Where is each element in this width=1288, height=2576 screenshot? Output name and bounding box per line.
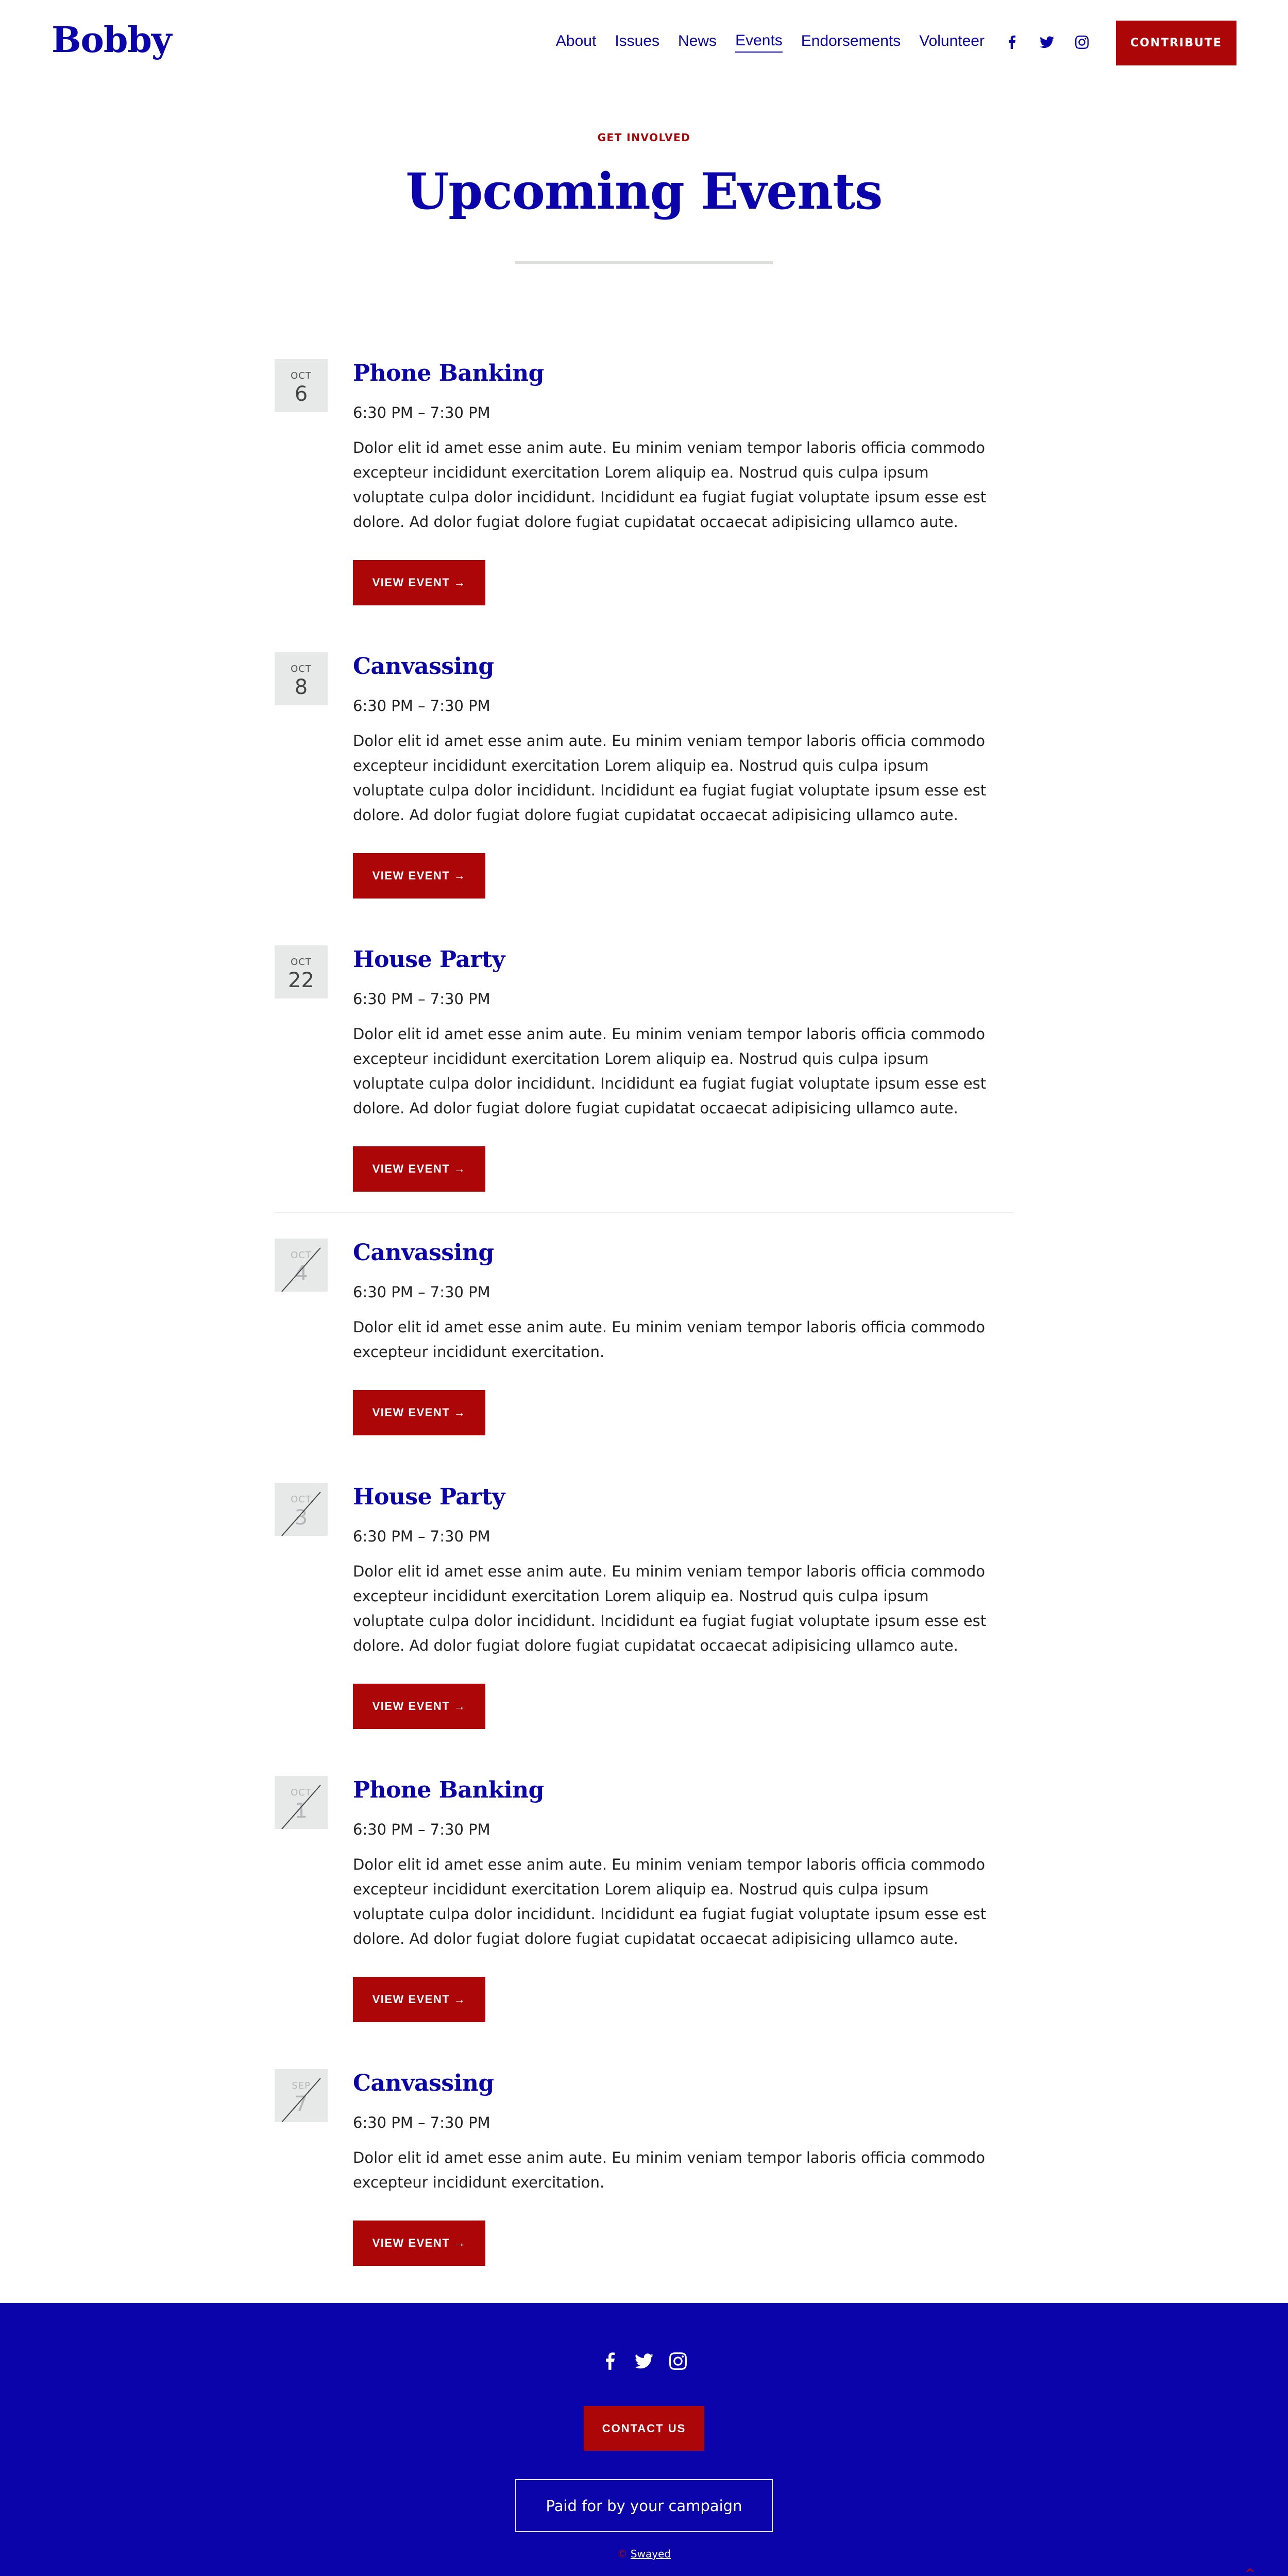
event-description: Dolor elit id amet esse anim aute. Eu minim veniam tempor laboris officia commodo excepteur incididunt exercitation Lorem aliquip ea. Nostrud quis culpa ipsum voluptate culpa dolor incididunt. Incididunt ea fugiat fugiat voluptate ipsum esse est dolore. Ad dolor fugiat dolore fugiat cupidatat occaecat adipisicing ullamco aute. — [353, 1563, 987, 1654]
event-date-badge — [275, 1483, 328, 1536]
event-month: OCT — [291, 1787, 312, 1798]
past-event-slash-icon — [275, 2069, 328, 2122]
view-event-button[interactable]: VIEW EVENT → — [353, 1684, 485, 1729]
event-month: OCT — [291, 370, 312, 381]
back-to-top-link[interactable] — [1233, 2568, 1269, 2576]
event-month: SEP — [292, 2080, 311, 2091]
copyright-symbol: © — [617, 2548, 628, 2560]
past-event-slash-icon — [275, 1239, 328, 1292]
event-description: Dolor elit id amet esse anim aute. Eu minim veniam tempor laboris officia commodo excepteur incididunt exercitation Lorem aliquip ea. Nostrud quis culpa ipsum voluptate culpa dolor incididunt. Incididunt ea fugiat fugiat voluptate ipsum esse est dolore. Ad dolor fugiat dolore fugiat cupidatat occaecat adipisicing ullamco aute. — [353, 1025, 987, 1117]
nav-link-endorsements[interactable]: Endorsements — [801, 32, 901, 49]
paid-for-disclaimer: Paid for by your campaign — [515, 2479, 773, 2532]
nav-link-events[interactable]: Events — [735, 32, 783, 53]
nav-link-volunteer[interactable]: Volunteer — [919, 32, 985, 49]
view-event-button[interactable]: VIEW EVENT → — [353, 1390, 485, 1435]
view-event-button[interactable]: VIEW EVENT → — [353, 2221, 485, 2266]
event-title[interactable]: Phone Banking — [353, 1777, 544, 1803]
event-month: OCT — [291, 1250, 312, 1261]
event-day: 22 — [288, 969, 314, 992]
event-title[interactable]: House Party — [353, 1484, 505, 1510]
event-day: 7 — [294, 2092, 308, 2116]
event-day: 6 — [294, 382, 308, 406]
event-date-badge — [275, 359, 328, 412]
event-date-badge — [275, 1239, 328, 1292]
contribute-button[interactable]: CONTRIBUTE — [1116, 21, 1236, 65]
event-month: OCT — [291, 664, 312, 674]
instagram-icon[interactable] — [669, 2352, 687, 2370]
event-day: 4 — [294, 1262, 308, 1285]
instagram-icon[interactable] — [1074, 35, 1090, 50]
event-date-badge — [275, 652, 328, 705]
event-day: 1 — [294, 1799, 308, 1823]
contact-us-button[interactable]: CONTACT US — [584, 2406, 704, 2451]
event-date-badge — [275, 2069, 328, 2122]
view-event-button[interactable]: VIEW EVENT → — [353, 1977, 485, 2022]
event-description: Dolor elit id amet esse anim aute. Eu minim veniam tempor laboris officia commodo excepteur incididunt exercitation Lorem aliquip ea. Nostrud quis culpa ipsum voluptate culpa dolor incididunt. Incididunt ea fugiat fugiat voluptate ipsum esse est dolore. Ad dolor fugiat dolore fugiat cupidatat occaecat adipisicing ullamco aute. — [353, 1856, 987, 1947]
event-time: 6:30 PM – 7:30 PM — [353, 990, 490, 1008]
nav-link-issues[interactable]: Issues — [615, 32, 660, 49]
page-title: Upcoming Events — [405, 162, 883, 221]
view-event-button[interactable]: VIEW EVENT → — [353, 853, 485, 899]
site-footer — [0, 2303, 1288, 2576]
event-description: Dolor elit id amet esse anim aute. Eu minim veniam tempor laboris officia commodo excepteur incididunt exercitation Lorem aliquip ea. Nostrud quis culpa ipsum voluptate culpa dolor incididunt. Incididunt ea fugiat fugiat voluptate ipsum esse est dolore. Ad dolor fugiat dolore fugiat cupidatat occaecat adipisicing ullamco aute. — [353, 732, 987, 824]
credit-link[interactable]: Swayed — [630, 2548, 671, 2560]
site-logo[interactable]: Bobby — [52, 20, 172, 61]
event-time: 6:30 PM – 7:30 PM — [353, 1821, 490, 1838]
section-eyebrow: GET INVOLVED — [597, 131, 691, 144]
event-title[interactable]: Canvassing — [353, 653, 494, 680]
past-event-slash-icon — [275, 1483, 328, 1536]
event-date-badge — [275, 1776, 328, 1829]
view-event-button[interactable]: VIEW EVENT → — [353, 560, 485, 605]
event-title[interactable]: Canvassing — [353, 2070, 494, 2096]
nav-link-about[interactable]: About — [555, 32, 597, 49]
past-events-divider — [275, 1212, 1013, 1213]
event-time: 6:30 PM – 7:30 PM — [353, 697, 490, 715]
title-divider — [515, 261, 773, 264]
event-description: Dolor elit id amet esse anim aute. Eu minim veniam tempor laboris officia commodo excepteur incididunt exercitation Lorem aliquip ea. Nostrud quis culpa ipsum voluptate culpa dolor incididunt. Incididunt ea fugiat fugiat voluptate ipsum esse est dolore. Ad dolor fugiat dolore fugiat cupidatat occaecat adipisicing ullamco aute. — [353, 439, 987, 531]
facebook-icon[interactable] — [1004, 35, 1020, 50]
event-day: 8 — [294, 675, 308, 699]
event-description: Dolor elit id amet esse anim aute. Eu minim veniam tempor laboris officia commodo excepteur incididunt exercitation. — [353, 1318, 985, 1361]
event-title[interactable]: Phone Banking — [353, 360, 544, 386]
chevron-up-icon: ^ — [1244, 2566, 1258, 2576]
event-description: Dolor elit id amet esse anim aute. Eu minim veniam tempor laboris officia commodo excepteur incididunt exercitation. — [353, 2149, 985, 2191]
site-header — [0, 0, 1288, 88]
footer-social — [0, 2352, 1288, 2370]
event-time: 6:30 PM – 7:30 PM — [353, 1283, 490, 1301]
facebook-icon[interactable] — [601, 2352, 619, 2370]
event-time: 6:30 PM – 7:30 PM — [353, 404, 490, 421]
twitter-icon[interactable] — [635, 2352, 653, 2370]
event-time: 6:30 PM – 7:30 PM — [353, 2114, 490, 2131]
twitter-icon[interactable] — [1039, 35, 1055, 50]
event-time: 6:30 PM – 7:30 PM — [353, 1528, 490, 1545]
event-title[interactable]: House Party — [353, 946, 505, 973]
view-event-button[interactable]: VIEW EVENT → — [353, 1146, 485, 1192]
event-title[interactable]: Canvassing — [353, 1240, 494, 1266]
event-month: OCT — [291, 957, 312, 968]
past-event-slash-icon — [275, 1776, 328, 1829]
event-month: OCT — [291, 1494, 312, 1505]
nav-link-news[interactable]: News — [678, 32, 717, 49]
site-credit — [0, 2548, 1288, 2560]
event-day: 3 — [294, 1506, 308, 1530]
event-date-badge — [275, 945, 328, 998]
main-nav — [537, 32, 1090, 53]
